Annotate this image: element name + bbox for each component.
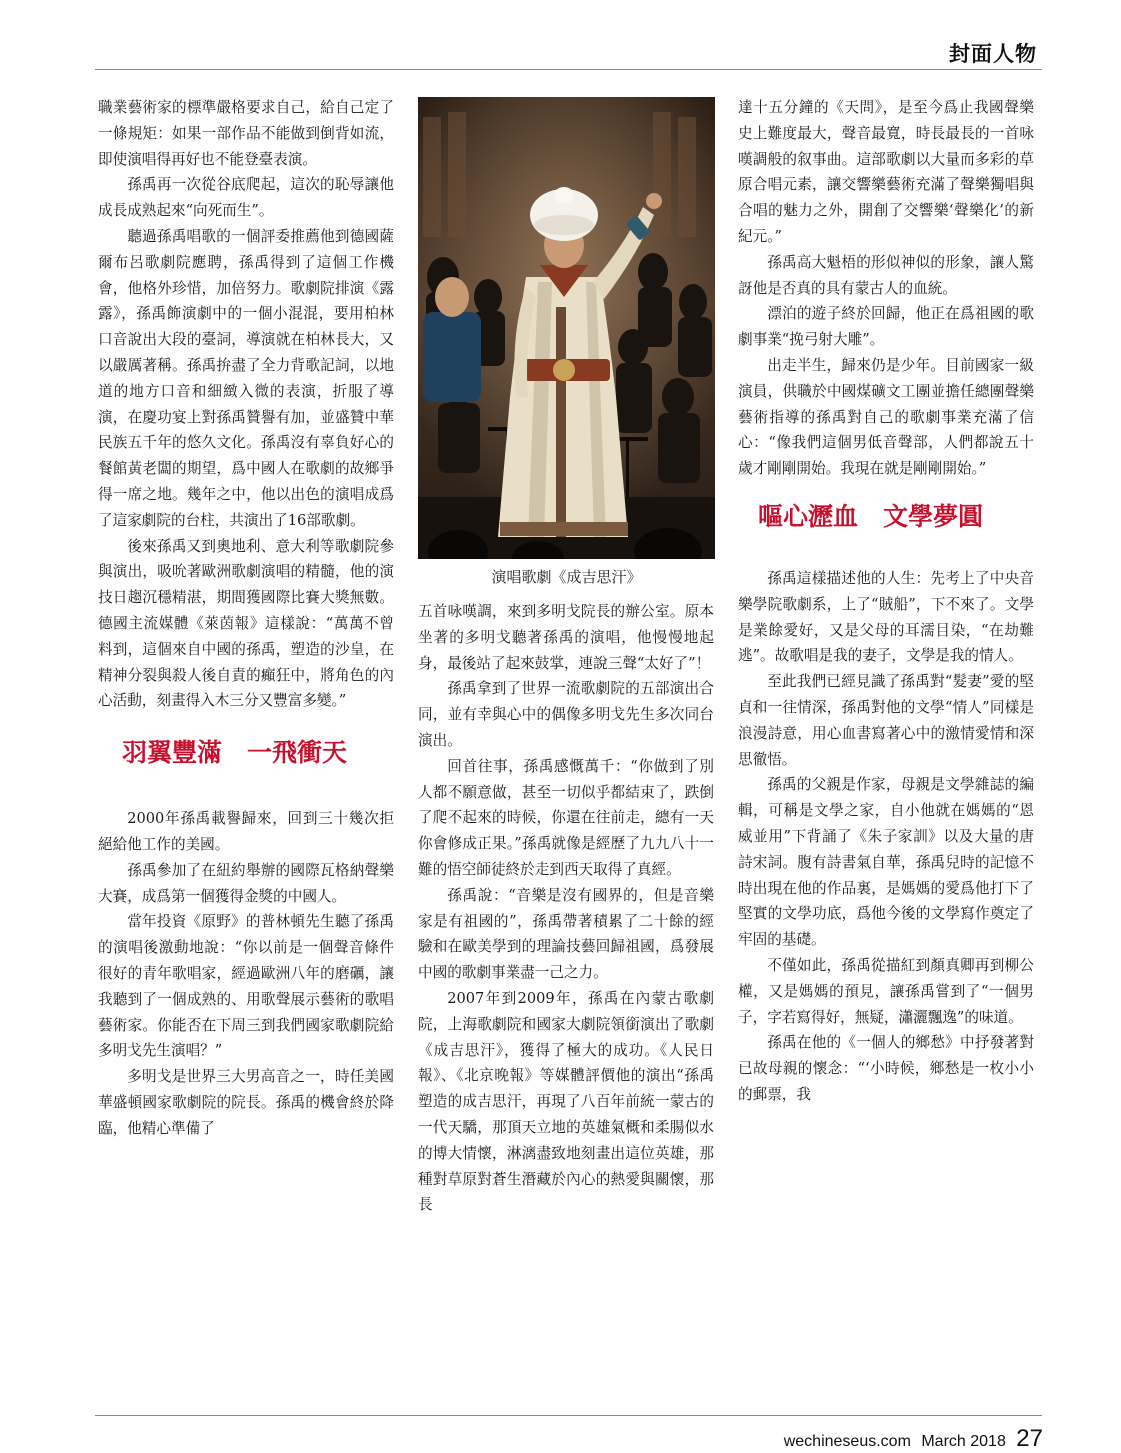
page-number: 27 bbox=[1016, 1425, 1043, 1452]
paragraph: 出走半生，歸來仍是少年。目前國家一級演員，供職於中國煤礦文工團並擔任總團聲樂藝術指導的孫禹對自己的歌劇事業充滿了信心：“像我們這個男低音聲部，人們都說五十歲才剛剛開始。我現在就是剛剛開始。” bbox=[738, 356, 1034, 478]
issue-date: March 2018 bbox=[921, 1433, 1006, 1450]
article-column-1 bbox=[98, 95, 394, 1141]
paragraph: 聽過孫禹唱歌的一個評委推薦他到德國薩爾布呂歌劇院應聘，孫禹得到了這個工作機會，他格外珍惜，加倍努力。歌劇院排演《露露》，孫禹飾演劇中的一個小混混，要用柏林口音說出大段的臺詞，導演就在柏林長大，又以嚴厲著稱。孫禹拚盡了全力背歌記詞，以地道的地方口音和細緻入微的表演，折服了導演，在慶功宴上對孫禹贊譽有加，並盛贊中華民族五千年的悠久文化。孫禹沒有辜負好心的餐館黃老闆的期望，爲中國人在歌劇的故鄉爭得一席之地。幾年之中，他以出色的演唱成爲了這家劇院的台柱，共演出了16部歌劇。 bbox=[98, 227, 394, 529]
article-column-2 bbox=[418, 599, 714, 1218]
paragraph: 孫禹在他的《一個人的鄉愁》中抒發著對已故母親的懷念：“‘小時候，鄉愁是一枚小小的郵票，我 bbox=[738, 1034, 1034, 1103]
bottom-divider bbox=[95, 1415, 1042, 1416]
singer-illustration bbox=[418, 97, 715, 559]
paragraph: 孫禹再一次從谷底爬起，這次的恥辱讓他成長成熟起來“向死而生”。 bbox=[98, 176, 394, 220]
top-divider bbox=[95, 69, 1042, 70]
paragraph: 孫禹拿到了世界一流歌劇院的五部演出合同，並有幸與心中的偶像多明戈先生多次同台演出。 bbox=[418, 680, 714, 749]
paragraph: 達十五分鐘的《天問》，是至今爲止我國聲樂史上難度最大，聲音最寬，時長最長的一首咏嘆調般的叙事曲。這部歌劇以大量而多彩的草原合唱元素，讓交響樂藝術充滿了聲樂獨唱與合唱的魅力之外，開創了交響樂‘聲樂化’的新紀元。” bbox=[738, 99, 1034, 245]
paragraph: 2007年到2009年，孫禹在內蒙古歌劇院，上海歌劇院和國家大劇院領銜演出了歌劇《成吉思汗》，獲得了極大的成功。《人民日報》、《北京晚報》等媒體評價他的演出“孫禹塑造的成吉思汗，再現了八百年前統一蒙古的一代天驕，那頂天立地的英雄氣概和柔腸似水的博大情懷，淋漓盡致地刻畫出這位英雄，那種對草原對蒼生潛藏於內心的熱愛與關懷，那長 bbox=[418, 989, 714, 1214]
paragraph: 2000年孫禹載譽歸來，回到三十幾次拒絕給他工作的美國。 bbox=[98, 810, 394, 853]
paragraph: 漂泊的遊子終於回歸，他正在爲祖國的歌劇事業“挽弓射大雕”。 bbox=[738, 305, 1034, 349]
subheading-2: 嘔心瀝血 文學夢圓 bbox=[758, 501, 984, 531]
article-column-3 bbox=[738, 95, 1034, 1108]
paragraph: 至此我們已經見識了孫禹對“髮妻”愛的堅貞和一往情深，孫禹對他的文學“情人”同樣是浪漫詩意，用心血書寫著心中的激情愛情和深思徹悟。 bbox=[738, 673, 1034, 768]
paragraph: 多明戈是世界三大男高音之一，時任美國華盛頓國家歌劇院的院長。孫禹的機會終於降臨，他精心準備了 bbox=[98, 1068, 394, 1137]
subheading-1: 羽翼豐滿 一飛衝天 bbox=[122, 738, 348, 768]
paragraph: 當年投資《原野》的普林頓先生聽了孫禹的演唱後激動地說：“你以前是一個聲音條件很好的青年歌唱家，經過歐洲八年的磨礪，讓我聽到了一個成熟的、用歌聲展示藝術的歌唱藝術家。你能否在下周三到我們國家歌劇院給多明戈先生演唱？” bbox=[98, 913, 394, 1060]
photo-caption: 演唱歌劇《成吉思汗》 bbox=[491, 568, 642, 586]
section-label: 封面人物 bbox=[949, 42, 1037, 66]
paragraph: 孫禹高大魁梧的形似神似的形象，讓人驚訝他是否真的具有蒙古人的血統。 bbox=[738, 253, 1034, 297]
paragraph: 職業藝術家的標準嚴格要求自己，給自己定了一條規矩：如果一部作品不能做到倒背如流，即使演唱得再好也不能登臺表演。 bbox=[98, 99, 394, 168]
paragraph: 後來孫禹又到奧地利、意大利等歌劇院參與演出，吸吮著歐洲歌劇演唱的精髓，他的演技日趨沉穩精湛，期間獲國際比賽大獎無數。德國主流媒體《萊茵報》這樣說：“萬萬不曾料到，這個來自中國的孫禹，塑造的沙皇，在精神分裂與殺人後自責的癲狂中，將角色的內心活動，刻畫得入木三分又豐富多變。” bbox=[98, 537, 394, 710]
paragraph: 孫禹參加了在紐約舉辦的國際瓦格納聲樂大賽，成爲第一個獲得金獎的中國人。 bbox=[98, 861, 394, 905]
website-link[interactable]: wechineseus.com bbox=[783, 1433, 911, 1450]
page-footer bbox=[784, 1425, 1043, 1453]
paragraph: 孫禹的父親是作家，母親是文學雜誌的編輯，可稱是文學之家，自小他就在媽媽的“恩威並用”下背誦了《朱子家訓》以及大量的唐詩宋詞。腹有詩書氣自華，孫禹兒時的記憶不時出現在他的作品裏，是媽媽的愛爲他打下了堅實的文學功底，爲他今後的文學寫作奠定了牢固的基礎。 bbox=[738, 776, 1034, 949]
performance-photo bbox=[418, 97, 715, 559]
paragraph: 五首咏嘆調，來到多明戈院長的辦公室。原本坐著的多明戈聽著孫禹的演唱，他慢慢地起身，最後站了起來鼓掌，連說三聲“太好了”！ bbox=[418, 603, 714, 672]
paragraph: 孫禹說：“音樂是沒有國界的，但是音樂家是有祖國的”，孫禹帶著積累了二十餘的經驗和在歐美學到的理論技藝回歸祖國，爲發展中國的歌劇事業盡一己之力。 bbox=[418, 886, 714, 982]
paragraph: 回首往事，孫禹感慨萬千：“你做到了別人都不願意做，甚至一切似乎都結束了，跌倒了爬不起來的時候，你還在往前走，總有一天你會修成正果。”孫禹就像是經歷了九九八十一難的悟空師徒終於走到西天取得了真經。 bbox=[418, 757, 714, 878]
paragraph: 孫禹這樣描述他的人生：先考上了中央音樂學院歌劇系，上了“賊船”，下不來了。文學是業餘愛好，又是父母的耳濡目染，“在劫難逃”。故歌唱是我的妻子，文學是我的情人。 bbox=[738, 569, 1034, 665]
paragraph: 不僅如此，孫禹從描紅到顏真卿再到柳公權，又是媽媽的預見，讓孫禹嘗到了“一個男子，字若寫得好，無疑，瀟灑飄逸”的味道。 bbox=[738, 956, 1034, 1026]
